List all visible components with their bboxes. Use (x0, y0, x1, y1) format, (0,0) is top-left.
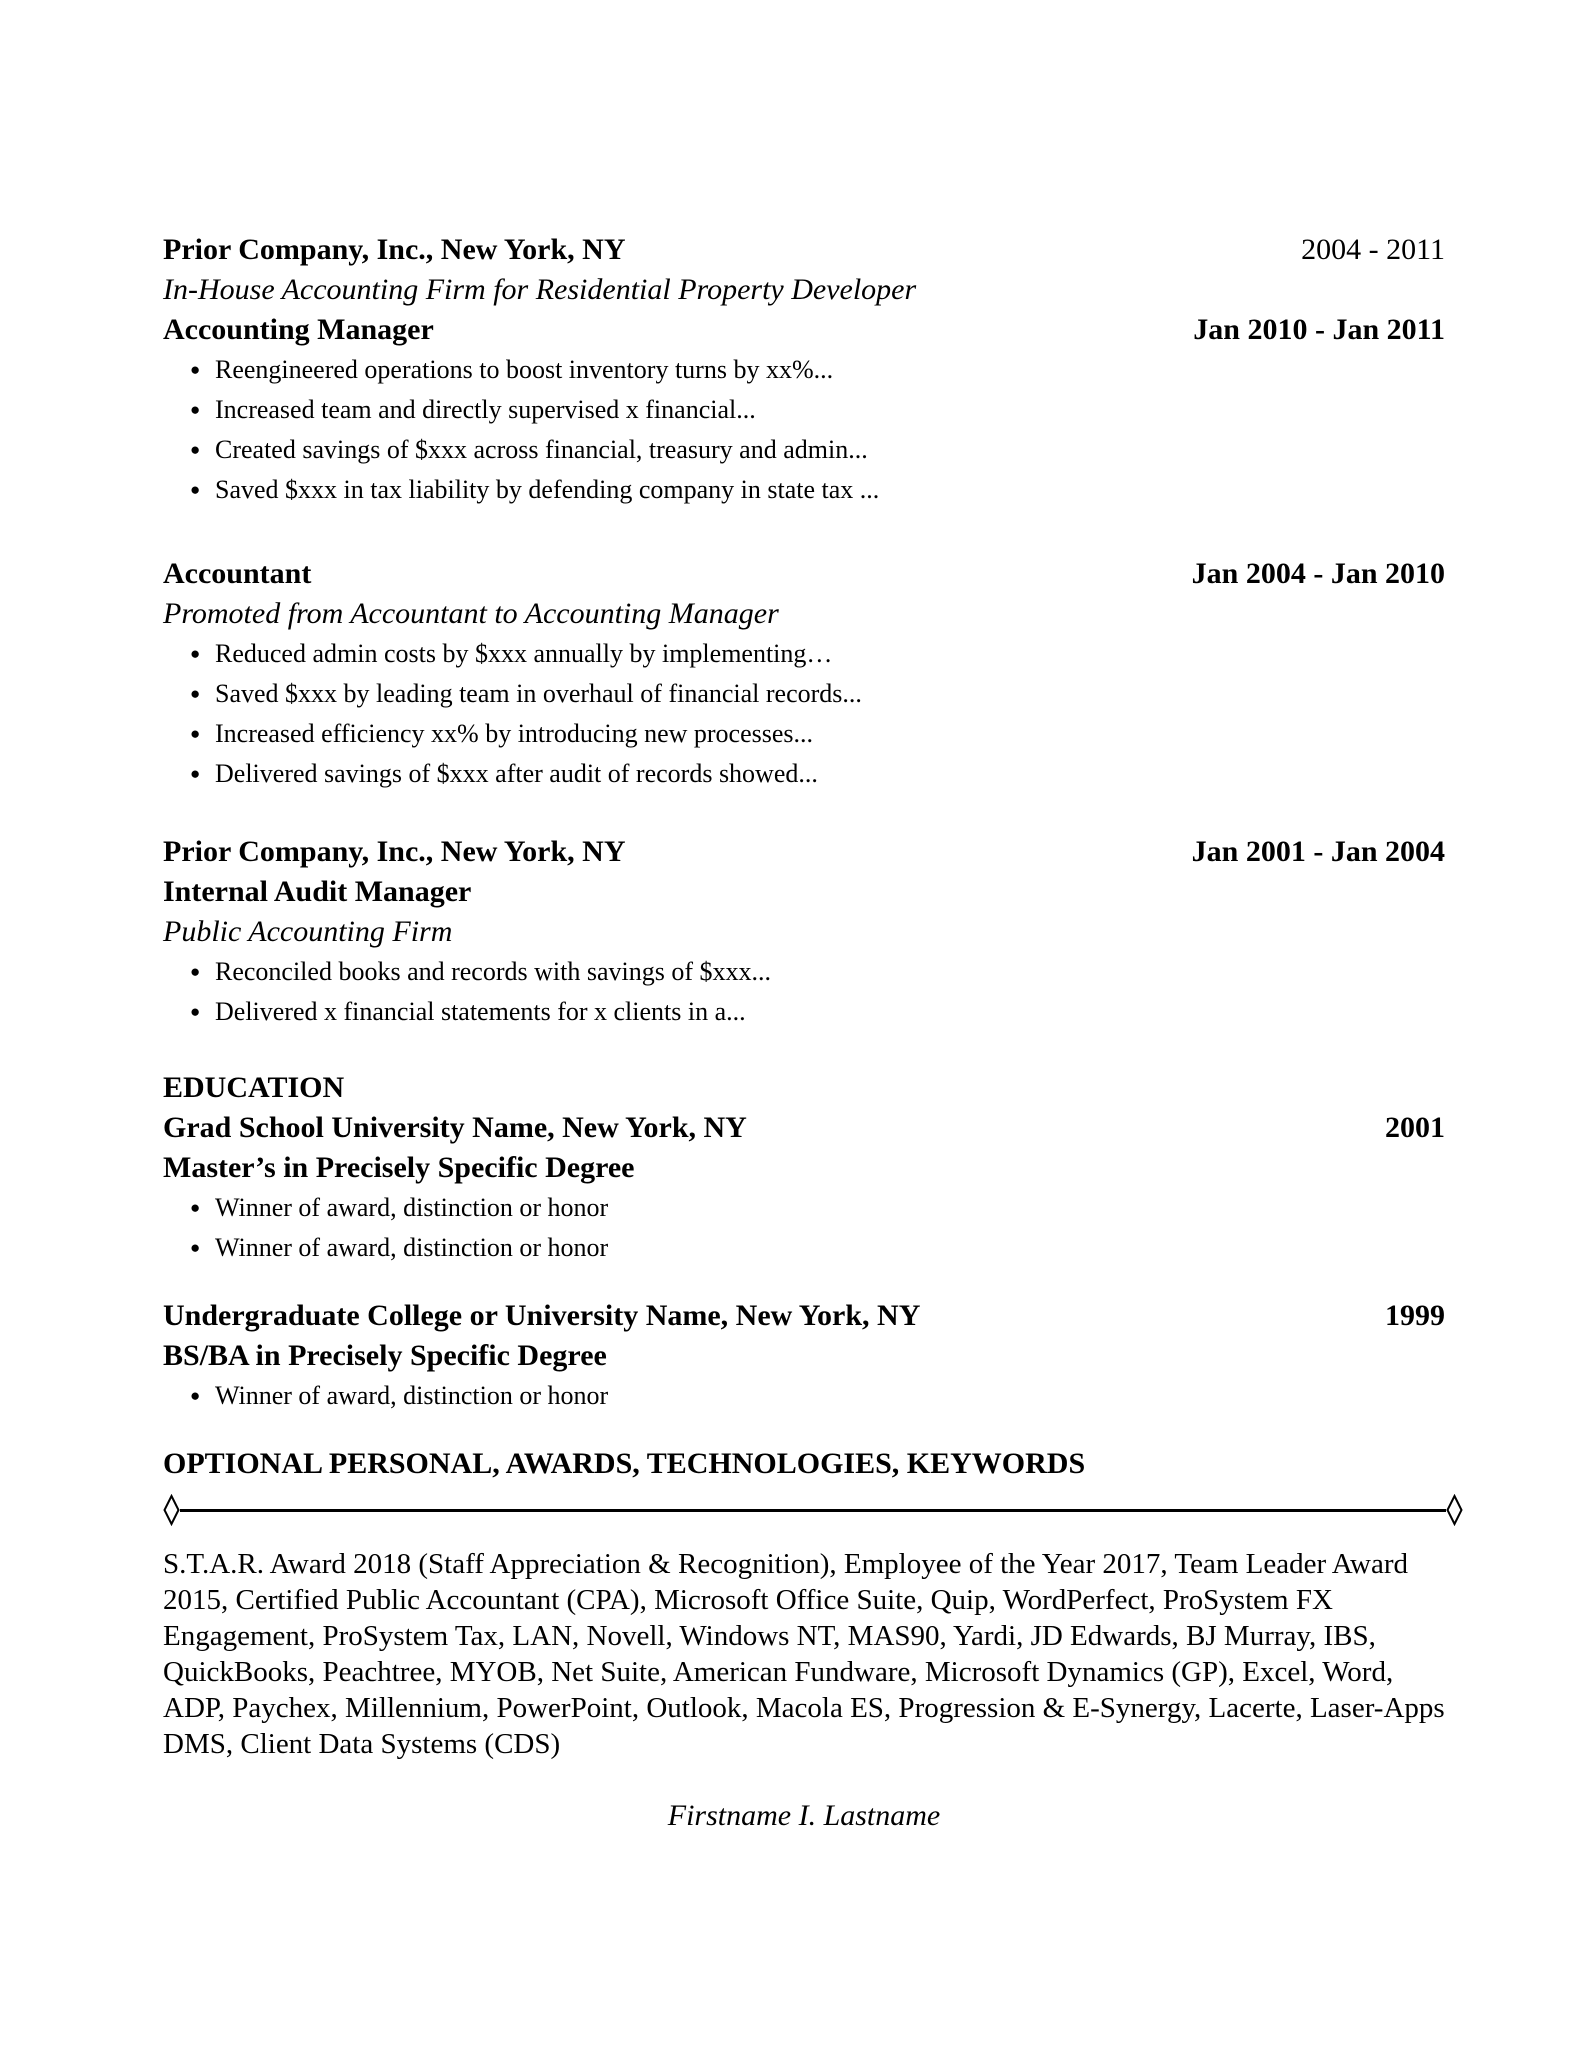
bullet-icon: ● (190, 400, 201, 419)
bullet-item (163, 754, 1445, 794)
diamond-icon (1446, 1494, 1463, 1526)
school-date: 1999 (1385, 1299, 1445, 1332)
bullet-text: Created savings of $xxx across financial, treasury and admin... (215, 435, 868, 464)
optional-heading: OPTIONAL PERSONAL, AWARDS, TECHNOLOGIES, KEYWORDS (163, 1447, 1086, 1480)
bullet-text: Increased efficiency xx% by introducing new processes... (215, 719, 814, 748)
degree-name: BS/BA in Precisely Specific Degree (163, 1339, 607, 1372)
resume-content (163, 0, 1445, 1836)
bullet-item (163, 952, 1445, 992)
bullet-icon: ● (190, 684, 201, 703)
bullet-item (163, 992, 1445, 1032)
bullet-item (163, 674, 1445, 714)
bullet-item (163, 1228, 1445, 1268)
bullet-icon: ● (190, 440, 201, 459)
bullet-item (163, 390, 1445, 430)
bullet-icon: ● (190, 1386, 201, 1405)
bullet-icon: ● (190, 1238, 201, 1257)
role-date: Jan 2004 - Jan 2010 (1191, 557, 1445, 590)
company-description: In-House Accounting Firm for Residential Property Developer (163, 273, 917, 306)
bullet-text: Increased team and directly supervised x financial... (215, 395, 756, 424)
degree-name: Master’s in Precisely Specific Degree (163, 1151, 635, 1184)
bullet-item (163, 1376, 1445, 1416)
bullet-icon: ● (190, 644, 201, 663)
bullet-icon: ● (190, 724, 201, 743)
bullet-item (163, 430, 1445, 470)
school-header (163, 1108, 1445, 1148)
divider (163, 1494, 1463, 1526)
school-name: Grad School University Name, New York, NY (163, 1111, 747, 1144)
bullet-text: Saved $xxx by leading team in overhaul of financial records... (215, 679, 862, 708)
optional-heading-row (163, 1444, 1445, 1484)
company-name: Prior Company, Inc., New York, NY (163, 233, 626, 266)
bullet-text: Winner of award, distinction or honor (215, 1233, 609, 1262)
bullet-text: Winner of award, distinction or honor (215, 1381, 609, 1410)
role-title: Accountant (163, 557, 312, 590)
role-header (163, 310, 1445, 350)
role-description: Promoted from Accountant to Accounting Manager (163, 597, 779, 630)
keywords-paragraph: S.T.A.R. Award 2018 (Staff Appreciation & Recognition), Employee of the Year 2017, Team Leader Award 2015, Certified Public Accountant (CPA), Microsoft Office Suite, Quip, WordPerfect, ProSystem FX Engagement, ProSystem Tax, LAN, Novell, Windows NT, MAS90, Yardi, JD Edwards, BJ Murray, IBS, QuickBooks, Peachtree, MYOB, Net Suite, American Fundware, Microsoft Dynamics (GP), Excel, Word, ADP, Paychex, Millennium, PowerPoint, Outlook, Macola ES, Progression & E-Synergy, Lacerte, Laser-Apps DMS, Client Data Systems (CDS) (163, 1548, 1445, 1760)
bullet-text: Winner of award, distinction or honor (215, 1193, 609, 1222)
school-header (163, 1296, 1445, 1336)
bullet-icon: ● (190, 962, 201, 981)
bullet-item (163, 1188, 1445, 1228)
bullet-text: Delivered x financial statements for x clients in a... (215, 997, 746, 1026)
bullet-item (163, 470, 1445, 510)
school-date: 2001 (1385, 1111, 1445, 1144)
bullet-item (163, 634, 1445, 674)
company-name: Prior Company, Inc., New York, NY (163, 835, 626, 868)
company-header (163, 832, 1445, 872)
company-header (163, 230, 1445, 270)
role-header (163, 554, 1445, 594)
role-title: Accounting Manager (163, 313, 434, 346)
bullet-item (163, 350, 1445, 390)
bullet-icon: ● (190, 360, 201, 379)
degree-row (163, 1148, 1445, 1188)
bullet-icon: ● (190, 1002, 201, 1021)
role-date: Jan 2010 - Jan 2011 (1193, 313, 1445, 346)
diamond-icon (163, 1494, 180, 1526)
company-date: Jan 2001 - Jan 2004 (1191, 835, 1445, 868)
degree-row (163, 1336, 1445, 1376)
bullet-text: Reconciled books and records with savings of $xxx... (215, 957, 772, 986)
school-name: Undergraduate College or University Name, New York, NY (163, 1299, 921, 1332)
bullet-text: Reduced admin costs by $xxx annually by implementing… (215, 639, 833, 668)
role-description: Public Accounting Firm (163, 915, 453, 948)
bullet-icon: ● (190, 764, 201, 783)
divider-line (180, 1509, 1446, 1512)
bullet-text: Delivered savings of $xxx after audit of records showed... (215, 759, 818, 788)
education-heading: EDUCATION (163, 1071, 345, 1104)
bullet-item (163, 714, 1445, 754)
footer-name: Firstname I. Lastname (667, 1799, 941, 1832)
education-heading-row (163, 1068, 1445, 1108)
company-date: 2004 - 2011 (1301, 233, 1445, 266)
bullet-text: Saved $xxx in tax liability by defending company in state tax ... (215, 475, 880, 504)
role-title: Internal Audit Manager (163, 875, 472, 908)
bullet-text: Reengineered operations to boost inventory turns by xx%... (215, 355, 834, 384)
role-header (163, 872, 1445, 912)
bullet-icon: ● (190, 480, 201, 499)
bullet-icon: ● (190, 1198, 201, 1217)
